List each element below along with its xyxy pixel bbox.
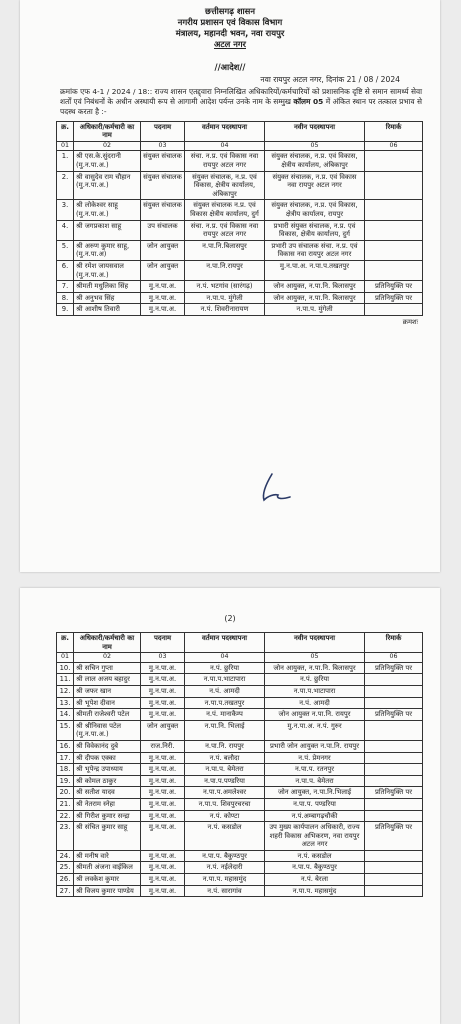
cell-sr: 13. xyxy=(57,697,74,709)
signature xyxy=(256,470,296,506)
cell-current: संयुक्त संचालक, न.प्र. एवं विकास, क्षेत्रीय कार्यालय, अंबिकापुर xyxy=(185,171,265,200)
cell-new: न.पं. छुरिया xyxy=(265,674,365,686)
cell-current: न.पं. मानाकैम्प xyxy=(185,709,265,721)
cell-sr: 6. xyxy=(57,260,74,280)
order-heading: //आदेश// xyxy=(214,62,246,72)
col-number: 02 xyxy=(74,653,141,663)
cell-remark: प्रतिनियुक्ति पर xyxy=(365,281,423,293)
col-number: 04 xyxy=(185,141,265,151)
cell-name: श्री श्रीनिवास पटेल (मु.न.पा.अ.) xyxy=(74,720,141,740)
table-row xyxy=(57,662,423,674)
cell-name: श्री भूपेन्द्र उपाध्याय xyxy=(74,764,141,776)
cell-remark xyxy=(365,260,423,280)
cell-sr: 10. xyxy=(57,662,74,674)
cell-name: श्री कोमल ठाकुर xyxy=(74,775,141,787)
cell-remark xyxy=(365,752,423,764)
col-number: 05 xyxy=(265,141,365,151)
cell-new: न.पं.अम्बागढ़चौकी xyxy=(265,810,365,822)
cell-sr: 26. xyxy=(57,874,74,886)
cell-new: न.पं. कसडोल xyxy=(265,850,365,862)
cell-post: मु.न.पा.अ. xyxy=(141,874,185,886)
col-header-name: अधिकारी/कर्मचारी का नाम xyxy=(74,121,141,141)
cell-post: जोन आयुक्त xyxy=(141,720,185,740)
col-header-current: वर्तमान पदस्थापना xyxy=(185,633,265,653)
cell-new: मु.न.पा.अ. न.पं. गुरुर xyxy=(265,720,365,740)
table-row xyxy=(57,292,423,304)
cell-new: न.पं. प्रेमनगर xyxy=(265,752,365,764)
cell-current: न.पा.प. बैकुण्ठपुर xyxy=(185,850,265,862)
cell-sr: 4. xyxy=(57,220,74,240)
table-row xyxy=(57,685,423,697)
order-paragraph-text: क्रमांक एफ 4-1 / 2024 / 18:: राज्य शासन एतद्द्वारा निम्नलिखित अधिकारियों/कर्मचारियों को प्रशासनिक दृष्टि से समान सामर्थ्य सेवा शर्तों एवं निबंधनों के अधीन अस्थायी रूप से आगामी आदेश पर्यन्त उनके नाम के सम्मुख xyxy=(60,87,422,107)
table-row xyxy=(57,798,423,810)
cell-remark xyxy=(365,220,423,240)
col-header-post: पदनाम xyxy=(141,633,185,653)
order-paragraph-text-end: में अंकित स्थान पर तत्काल प्रभाव से पदस्थ करता है :- xyxy=(60,97,423,117)
cell-new: न.पा.प. पण्डरिया xyxy=(265,798,365,810)
cell-remark xyxy=(365,810,423,822)
cell-sr: 21. xyxy=(57,798,74,810)
cell-remark xyxy=(365,862,423,874)
cell-post: संयुक्त संचालक xyxy=(141,151,185,171)
cell-sr: 8. xyxy=(57,292,74,304)
col-number: 06 xyxy=(365,653,423,663)
cell-name: श्रीमती मधुलिका सिंह xyxy=(74,281,141,293)
cell-new: न.पा.प. महासमुंद xyxy=(265,885,365,897)
cell-name: श्री संचित कुमार साहू xyxy=(74,822,141,851)
cell-sr: 15. xyxy=(57,720,74,740)
cell-sr: 12. xyxy=(57,685,74,697)
cell-new: न.पा.प.भाटापारा xyxy=(265,685,365,697)
cell-name: श्री अनुभव सिंह xyxy=(74,292,141,304)
table-row xyxy=(57,171,423,200)
cell-new: संयुक्त संचालक, न.प्र. एवं विकास, क्षेत्रीय कार्यालय, रायपुर xyxy=(265,200,365,220)
cell-post: राज.निरी. xyxy=(141,740,185,752)
cell-sr: 2. xyxy=(57,171,74,200)
cell-name: श्री रमेश जायसवाल (मु.न.पा.अ.) xyxy=(74,260,141,280)
cell-new: संयुक्त संचालक, न.प्र. एवं विकास नवा रायपुर अटल नगर xyxy=(265,171,365,200)
table-row xyxy=(57,200,423,220)
cell-current: न.पा.नि. भिलाई xyxy=(185,720,265,740)
cell-sr: 16. xyxy=(57,740,74,752)
cell-remark: प्रतिनियुक्ति पर xyxy=(365,709,423,721)
cell-post: मु.न.पा.अ. xyxy=(141,662,185,674)
cell-sr: 19. xyxy=(57,775,74,787)
cell-remark xyxy=(365,764,423,776)
order-paragraph xyxy=(20,85,440,118)
cell-new: जोन आयुक्त न.पा.नि. रायपुर xyxy=(265,709,365,721)
cell-name: श्री भूपेश दीवान xyxy=(74,697,141,709)
cell-name: श्री सचिन गुप्ता xyxy=(74,662,141,674)
cell-new: न.पं. बेरला xyxy=(265,874,365,886)
col-header-remark: रिमार्क xyxy=(365,633,423,653)
cell-current: न.पा.प. मुंगेली xyxy=(185,292,265,304)
table-row xyxy=(57,240,423,260)
cell-post: मु.न.पा.अ. xyxy=(141,885,185,897)
cell-current: न.पं. शिवरीनारायण xyxy=(185,304,265,316)
govt-name: छत्तीसगढ़ शासन xyxy=(204,6,255,16)
table-row xyxy=(57,709,423,721)
cell-sr: 27. xyxy=(57,885,74,897)
cell-remark xyxy=(365,720,423,740)
cell-current: न.पं. नईलेदारी xyxy=(185,862,265,874)
table-row xyxy=(57,281,423,293)
table-row xyxy=(57,822,423,851)
cell-new: उप मुख्य कार्यपालन अधिकारी, राज्य शहरी विकास अभिकरण, नवा रायपुर अटल नगर xyxy=(265,822,365,851)
cell-remark xyxy=(365,885,423,897)
cell-name: श्री लवकेश कुमार xyxy=(74,874,141,886)
cell-remark xyxy=(365,685,423,697)
cell-post: मु.न.पा.अ. xyxy=(141,752,185,764)
cell-current: न.पा.प.अमलेश्वर xyxy=(185,787,265,799)
table-row xyxy=(57,697,423,709)
cell-name: श्री अरुण कुमार साहू, (मु.न.पा.अ) xyxy=(74,240,141,260)
cell-name: श्री लोकेश्वर साहू (मु.न.पा.अ.) xyxy=(74,200,141,220)
cell-current: न.पं. सारागांव xyxy=(185,885,265,897)
cell-remark xyxy=(365,674,423,686)
cell-current: न.पा.प. महासमुंद xyxy=(185,874,265,886)
cell-sr: 7. xyxy=(57,281,74,293)
cell-post: उप संचालक xyxy=(141,220,185,240)
cell-post: जोन आयुक्त xyxy=(141,260,185,280)
posting-table-body xyxy=(57,662,423,896)
cell-sr: 17. xyxy=(57,752,74,764)
cell-new: न.पं. आमदी xyxy=(265,697,365,709)
cell-sr: 1. xyxy=(57,151,74,171)
col-number: 03 xyxy=(141,141,185,151)
cell-sr: 11. xyxy=(57,674,74,686)
city-name: अटल नगर xyxy=(213,39,246,49)
cell-current: न.पा.प.तखतपुर xyxy=(185,697,265,709)
col-number: 05 xyxy=(265,653,365,663)
table-header-row xyxy=(57,121,423,141)
cell-current: न.पा.नि.बिलासपुर xyxy=(185,240,265,260)
table-row xyxy=(57,862,423,874)
page-number: (2) xyxy=(224,614,236,623)
cell-name: श्री गिरीश कुमार सन्द्रा xyxy=(74,810,141,822)
cell-remark xyxy=(365,798,423,810)
cell-name: श्री नेतराम स्नेहा xyxy=(74,798,141,810)
cell-name: श्रीमती राजेश्वरी पटेल xyxy=(74,709,141,721)
cell-current: संचा. न.प्र. एवं विकास नवा रायपुर अटल नगर xyxy=(185,220,265,240)
cell-post: मु.न.पा.अ. xyxy=(141,850,185,862)
table-row xyxy=(57,850,423,862)
cell-new: जोन आयुक्त, न.पा.नि.भिलाई xyxy=(265,787,365,799)
cell-current: न.पं. भटगांव (सारंगढ़) xyxy=(185,281,265,293)
cell-name: श्रीमती अंजना वाईकिल xyxy=(74,862,141,874)
cell-new: जोन आयुक्त, न.पा.नि. बिलासपुर xyxy=(265,662,365,674)
table-row xyxy=(57,764,423,776)
cell-new: प्रभारी उप संचालक संचा. न.प्र. एवं विकास नवा रायपुर अटल नगर xyxy=(265,240,365,260)
cell-sr: 25. xyxy=(57,862,74,874)
cell-name: श्री जगप्रकाश साहू xyxy=(74,220,141,240)
col-header-new: नवीन पदस्थापना xyxy=(265,121,365,141)
table-row xyxy=(57,810,423,822)
table-row xyxy=(57,787,423,799)
cell-post: जोन आयुक्त xyxy=(141,240,185,260)
table-row xyxy=(57,752,423,764)
col-number: 02 xyxy=(74,141,141,151)
cell-new: न.पा.प. बैकुण्ठपुर xyxy=(265,862,365,874)
cell-name: श्री लाल अजय बहादुर xyxy=(74,674,141,686)
col-number: 03 xyxy=(141,653,185,663)
col-header-post: पदनाम xyxy=(141,121,185,141)
cell-sr: 14. xyxy=(57,709,74,721)
cell-current: संचा. न.प्र. एवं विकास नवा रायपुर अटल नगर xyxy=(185,151,265,171)
table-row xyxy=(57,874,423,886)
cell-name: श्री मनीष वारे xyxy=(74,850,141,862)
col-number: 01 xyxy=(57,653,74,663)
cell-new: जोन आयुक्त, न.पा.नि. बिलासपुर xyxy=(265,281,365,293)
col-number: 04 xyxy=(185,653,265,663)
table-row xyxy=(57,220,423,240)
cell-current: न.पं. कसडोल xyxy=(185,822,265,851)
cell-name: श्री विवेकानंद दुबे xyxy=(74,740,141,752)
cell-post: मु.न.पा.अ. xyxy=(141,862,185,874)
cell-new: प्रभारी जोन आयुक्त न.पा.नि. रायपुर xyxy=(265,740,365,752)
cell-remark: प्रतिनियुक्ति पर xyxy=(365,822,423,851)
table-row xyxy=(57,740,423,752)
cell-sr: 24. xyxy=(57,850,74,862)
cell-current: न.पं. कोण्टा xyxy=(185,810,265,822)
cell-post: मु.न.पा.अ. xyxy=(141,697,185,709)
table-row xyxy=(57,304,423,316)
col-header-current: वर्तमान पदस्थापना xyxy=(185,121,265,141)
cell-sr: 22. xyxy=(57,810,74,822)
table-row xyxy=(57,674,423,686)
cell-remark xyxy=(365,874,423,886)
table-header-row xyxy=(57,633,423,653)
cell-post: मु.न.पा.अ. xyxy=(141,709,185,721)
col-number: 06 xyxy=(365,141,423,151)
column-reference: कॉलम 05 xyxy=(293,97,324,107)
cell-sr: 3. xyxy=(57,200,74,220)
cell-post: मु.न.पा.अ. xyxy=(141,674,185,686)
cell-remark: प्रतिनियुक्ति पर xyxy=(365,662,423,674)
cell-name: श्री दीपक एक्का xyxy=(74,752,141,764)
cell-name: श्री आशीष तिवारी xyxy=(74,304,141,316)
document-page-1 xyxy=(20,0,440,572)
cell-new: न.पा.प. मुंगेली xyxy=(265,304,365,316)
cell-post: मु.न.पा.अ. xyxy=(141,292,185,304)
cell-current: न.पा.प. शिवपुरचरचा xyxy=(185,798,265,810)
cell-remark xyxy=(365,171,423,200)
cell-new: प्रभारी संयुक्त संचालक, न.प्र. एवं विकास, क्षेत्रीय कार्यालय, दुर्ग xyxy=(265,220,365,240)
cell-name: श्री एस.के.सुंदरानी (मु.न.पा.अ.) xyxy=(74,151,141,171)
cell-remark xyxy=(365,775,423,787)
cell-current: न.पा.नि. रायपुर xyxy=(185,740,265,752)
cell-remark xyxy=(365,151,423,171)
cell-sr: 18. xyxy=(57,764,74,776)
cell-new: न.पा.प. रतनपुर xyxy=(265,764,365,776)
cell-current: न.पं. आमदी xyxy=(185,685,265,697)
posting-table-page-2 xyxy=(56,632,423,897)
col-header-new: नवीन पदस्थापना xyxy=(265,633,365,653)
cell-new: जोन आयुक्त, न.पा.नि. बिलासपुर xyxy=(265,292,365,304)
department-name: नगरीय प्रशासन एवं विकास विभाग xyxy=(177,17,283,27)
cell-name: श्री वासुदेव राम चौहान (मु.न.पा.अ.) xyxy=(74,171,141,200)
table-row xyxy=(57,885,423,897)
cell-post: मु.न.पा.अ. xyxy=(141,685,185,697)
column-number-row xyxy=(57,141,423,151)
cell-remark xyxy=(365,304,423,316)
cell-current: न.पं. छुरिया xyxy=(185,662,265,674)
col-header-sr: क्र. xyxy=(57,633,74,653)
cell-remark xyxy=(365,740,423,752)
cell-current: न.पं. बलौदा xyxy=(185,752,265,764)
cell-current: न.पा.प.पण्डरिया xyxy=(185,775,265,787)
table-row xyxy=(57,260,423,280)
cell-sr: 5. xyxy=(57,240,74,260)
cell-post: मु.न.पा.अ. xyxy=(141,775,185,787)
cell-post: मु.न.पा.अ. xyxy=(141,281,185,293)
cell-post: मु.न.पा.अ. xyxy=(141,764,185,776)
cell-current: संयुक्त संचालक न.प्र. एवं विकास क्षेत्रीय कार्यालय, दुर्ग xyxy=(185,200,265,220)
cell-sr: 23. xyxy=(57,822,74,851)
letterhead xyxy=(20,0,440,50)
table-row xyxy=(57,151,423,171)
cell-remark xyxy=(365,200,423,220)
cell-post: मु.न.पा.अ. xyxy=(141,304,185,316)
col-number: 01 xyxy=(57,141,74,151)
order-date-line: नवा रायपुर अटल नगर, दिनांक 21 / 08 / 2024 xyxy=(260,75,400,84)
posting-table-page-1 xyxy=(56,121,423,316)
col-header-name: अधिकारी/कर्मचारी का नाम xyxy=(74,633,141,653)
cell-name: श्री विजय कुमार पाण्डेय xyxy=(74,885,141,897)
document-page-2 xyxy=(20,588,440,1024)
cell-sr: 20. xyxy=(57,787,74,799)
cell-post: मु.न.पा.अ. xyxy=(141,822,185,851)
cell-remark xyxy=(365,697,423,709)
cell-new: न.पा.प. बेमेतरा xyxy=(265,775,365,787)
continued-note: क्रमशः xyxy=(402,317,418,326)
ministry-address: मंत्रालय, महानदी भवन, नवा रायपुर xyxy=(175,28,285,38)
cell-remark xyxy=(365,850,423,862)
col-header-sr: क्र. xyxy=(57,121,74,141)
cell-new: संयुक्त संचालक, न.प्र. एवं विकास, क्षेत्रीय कार्यालय, अंबिकापुर xyxy=(265,151,365,171)
cell-remark: प्रतिनियुक्ति पर xyxy=(365,292,423,304)
cell-post: संयुक्त संचालक xyxy=(141,171,185,200)
cell-current: न.पा.प.भाटापारा xyxy=(185,674,265,686)
cell-remark xyxy=(365,240,423,260)
cell-post: मु.न.पा.अ. xyxy=(141,787,185,799)
cell-post: मु.न.पा.अ. xyxy=(141,810,185,822)
cell-name: श्री जफर खान xyxy=(74,685,141,697)
col-header-remark: रिमार्क xyxy=(365,121,423,141)
cell-sr: 9. xyxy=(57,304,74,316)
cell-post: संयुक्त संचालक xyxy=(141,200,185,220)
posting-table-body xyxy=(57,151,423,316)
cell-current: न.पा.प. बेमेतरा xyxy=(185,764,265,776)
column-number-row xyxy=(57,653,423,663)
cell-remark: प्रतिनियुक्ति पर xyxy=(365,787,423,799)
cell-post: मु.न.पा.अ. xyxy=(141,798,185,810)
cell-new: मु.न.पा.अ. न.पा.प.तखतपुर xyxy=(265,260,365,280)
cell-name: श्री सतीश यादव xyxy=(74,787,141,799)
table-row xyxy=(57,720,423,740)
table-row xyxy=(57,775,423,787)
cell-current: न.पा.नि.रायपुर xyxy=(185,260,265,280)
